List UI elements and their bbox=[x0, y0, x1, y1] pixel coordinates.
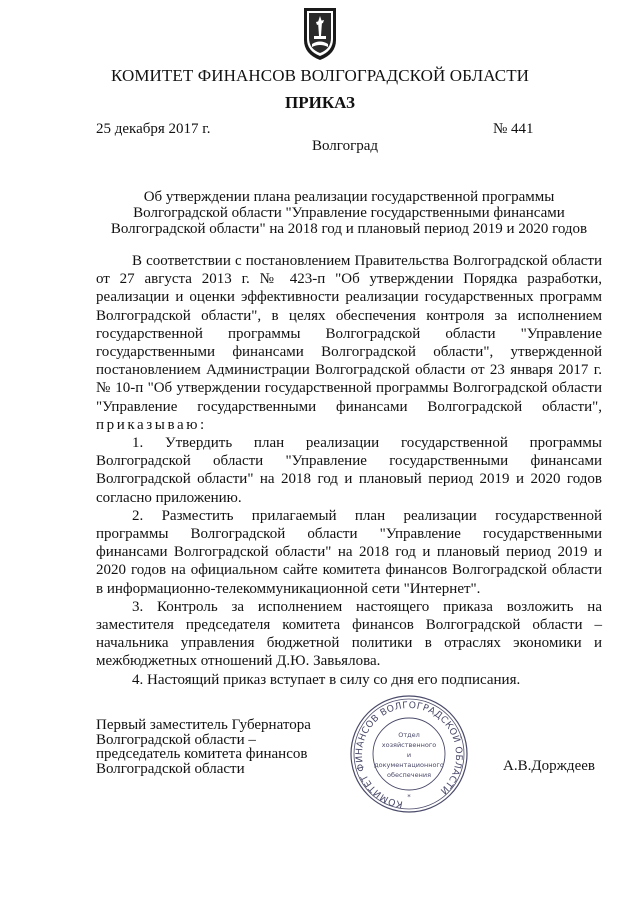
order-subject: Об утверждении плана реализации государственной программы Волгоградской области "Управление государственными финансами Волгоградской области" на 2018 год и плановый период 2019 и 2020 годов bbox=[110, 189, 588, 237]
order-item-2: 2. Разместить прилагаемый план реализации государственной программы Волгоградской области "Управление государственными финансами Волгоградской области" на 2018 год и плановый период 2019 и 2020 годов на официальном сайте комитета финансов Волгоградской области в информационно-телекоммуникационной сети "Интернет". bbox=[96, 507, 602, 597]
signer-position bbox=[96, 718, 311, 776]
coat-of-arms-icon bbox=[302, 6, 338, 62]
order-word: приказываю: bbox=[96, 416, 207, 433]
order-date: 25 декабря 2017 г. bbox=[96, 121, 211, 137]
seal-inner-line: документационного bbox=[374, 761, 444, 769]
order-number: № 441 bbox=[493, 121, 534, 137]
seal-inner-line: хозяйственного bbox=[381, 741, 437, 749]
seal-inner-line: и bbox=[406, 751, 412, 759]
svg-text:*: * bbox=[407, 793, 411, 801]
signer-position-line: председатель комитета финансов bbox=[96, 746, 308, 762]
committee-name: КОМИТЕТ ФИНАНСОВ ВОЛГОГРАДСКОЙ ОБЛАСТИ bbox=[110, 66, 530, 85]
signer-name: А.В.Дорждеев bbox=[503, 758, 595, 774]
preamble-text: В соответствии с постановлением Правительства Волгоградской области от 27 августа 2013 г. № 423-п "Об утверждении Порядка разработки, реализации и оценки эффективности реализации государственных программ Волгоградской области", в целях обеспечения контроля за исполнением государственной программы Волгоградской области "Управление государственными финансами Волгоградской области", утвержденной постановлением Администрации Волгоградской области от 23 января 2017 г. № 10-п "Об утверждении государственной программы Волгоградской области "Управление государственными финансами Волгоградской области", bbox=[96, 253, 602, 415]
signer-position-line: Волгоградской области bbox=[96, 760, 245, 777]
official-seal bbox=[339, 695, 479, 813]
seal-outer-text: КОМИТЕТ ФИНАНСОВ ВОЛГОГРАДСКОЙ ОБЛАСТИ bbox=[353, 699, 465, 810]
preamble-paragraph bbox=[96, 252, 602, 434]
order-body bbox=[96, 252, 602, 689]
seal-inner-line: Отдел bbox=[398, 731, 420, 739]
seal-inner-line: обеспечения bbox=[386, 771, 432, 779]
order-item-1: 1. Утвердить план реализации государственной программы Волгоградской области "Управление государственными финансами Волгоградской области" на 2018 год и плановый период 2019 и 2020 годов согласно приложению. bbox=[96, 435, 602, 506]
order-item-3: 3. Контроль за исполнением настоящего приказа возложить на заместителя председателя комитета финансов Волгоградской области – начальника управления бюджетной политики в отраслях экономики и межбюджетных отношений Д.Ю. Завьялова. bbox=[96, 598, 602, 670]
order-item-4: 4. Настоящий приказ вступает в силу со дня его подписания. bbox=[132, 671, 521, 688]
order-city: Волгоград bbox=[312, 138, 379, 154]
signer-position-line: Первый заместитель Губернатора bbox=[96, 717, 311, 733]
signer-position-line: Волгоградской области – bbox=[96, 731, 256, 748]
document-type: ПРИКАЗ bbox=[285, 93, 355, 112]
